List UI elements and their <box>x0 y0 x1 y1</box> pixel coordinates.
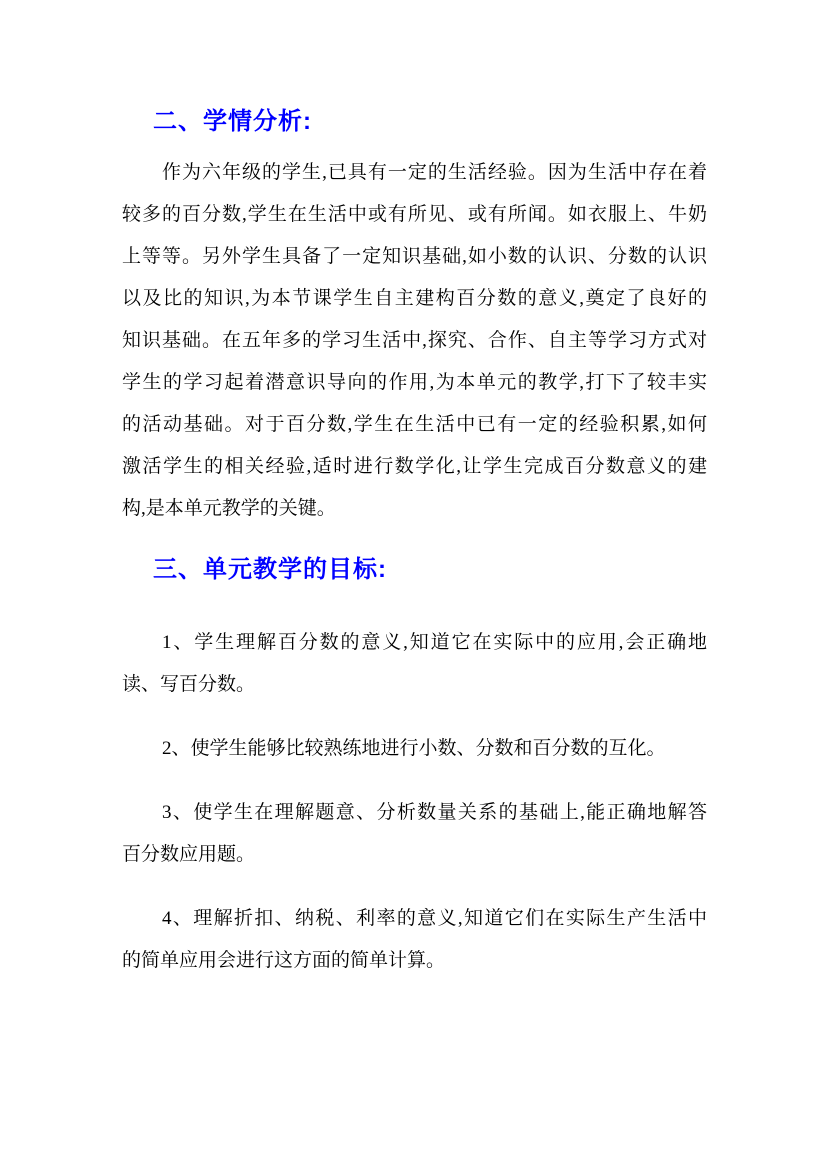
objective-item-1 <box>122 622 707 706</box>
text-line: 读、写百分数。 <box>122 674 256 695</box>
text-line: 构,是本单元教学的关键。 <box>122 498 336 519</box>
objective-item-4 <box>122 898 707 982</box>
text-line: 4、理解折扣、纳税、利率的意义,知道它们在实际生产生活中 <box>162 908 707 929</box>
section-student-analysis <box>122 104 707 530</box>
text-line: 作为六年级的学生,已具有一定的生活经验。因为生活中存在着 <box>162 162 707 183</box>
text-line: 2、使学生能够比较熟练地进行小数、分数和百分数的互化。 <box>162 738 666 759</box>
text-line: 1、学生理解百分数的意义,知道它在实际中的应用,会正确地 <box>162 632 707 653</box>
objective-item-3 <box>122 792 707 876</box>
analysis-paragraph <box>122 152 707 530</box>
text-line: 的活动基础。对于百分数,学生在生活中已有一定的经验积累,如何 <box>122 414 707 435</box>
text-line: 知识基础。在五年多的学习生活中,探究、合作、自主等学习方式对 <box>122 330 707 351</box>
text-line: 以及比的知识,为本节课学生自主建构百分数的意义,奠定了良好的 <box>122 288 707 309</box>
text-line: 百分数应用题。 <box>122 844 256 865</box>
text-line: 较多的百分数,学生在生活中或有所见、或有所闻。如衣服上、牛奶 <box>122 204 707 225</box>
section-unit-objectives <box>122 552 707 982</box>
objective-item-2 <box>122 728 707 770</box>
text-line: 学生的学习起着潜意识导向的作用,为本单元的教学,打下了较丰实 <box>122 372 707 393</box>
text-line: 激活学生的相关经验,适时进行数学化,让学生完成百分数意义的建 <box>122 456 707 477</box>
text-line: 的简单应用会进行这方面的简单计算。 <box>122 950 446 971</box>
section-heading-objectives: 三、单元教学的目标: <box>153 556 387 583</box>
text-line: 上等等。另外学生具备了一定知识基础,如小数的认识、分数的认识 <box>122 246 707 267</box>
text-line: 3、使学生在理解题意、分析数量关系的基础上,能正确地解答 <box>162 802 707 823</box>
section-heading-analysis: 二、学情分析: <box>153 108 312 135</box>
